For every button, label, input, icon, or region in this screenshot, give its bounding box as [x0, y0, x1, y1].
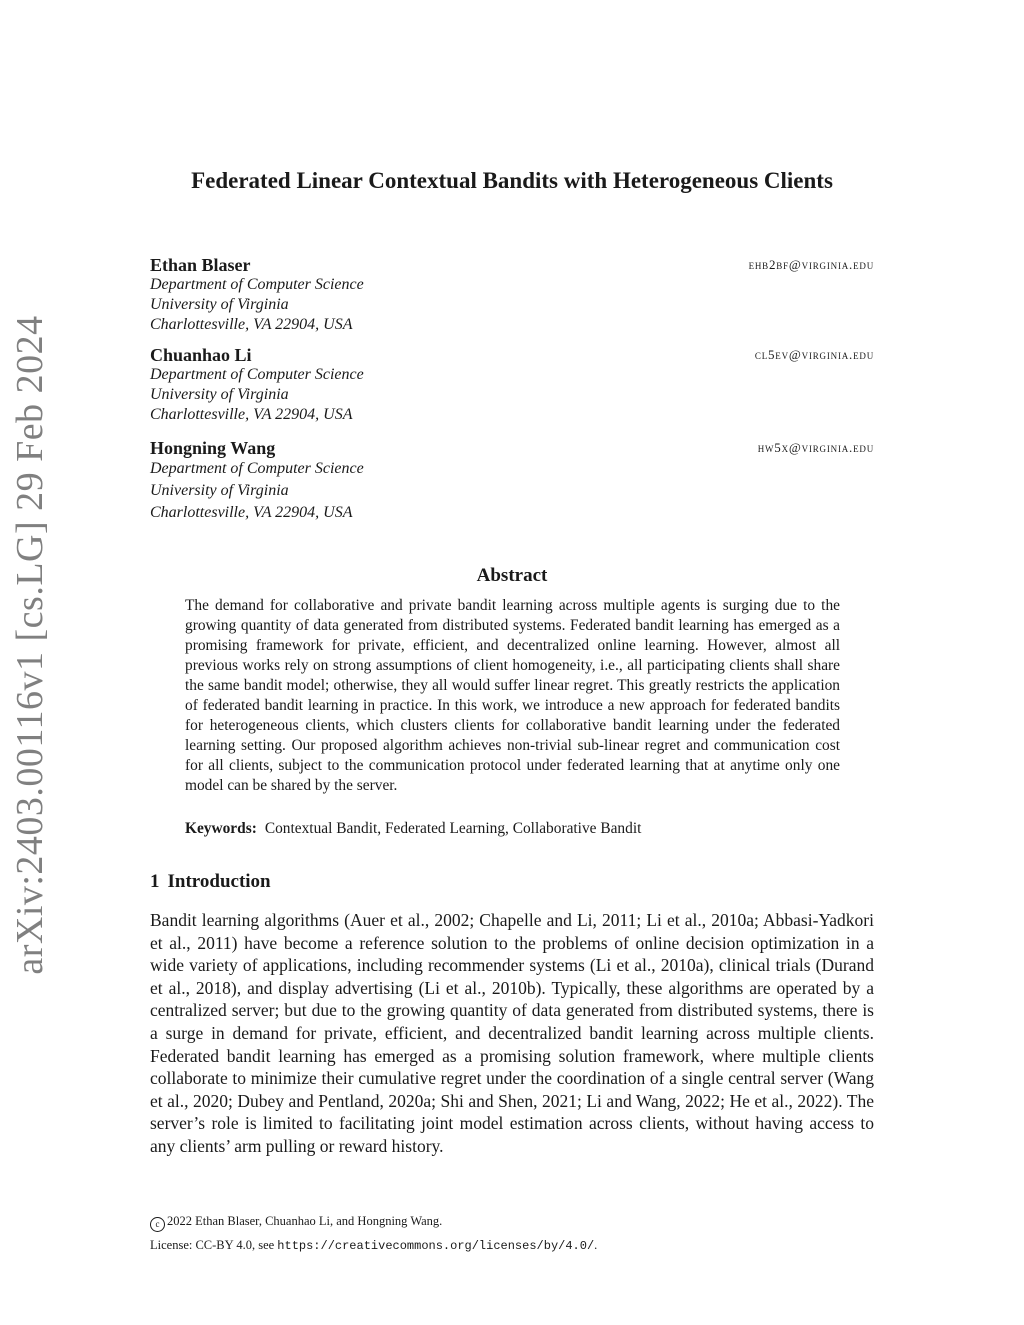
- introduction-text: Bandit learning algorithms (Auer et al., 2002; Chapelle and Li, 2011; Li et al., 2010a; Abbasi-Yadkori et al., 2011) have become a reference solution to the problems of online decision optimization in a wide variety of applications, including recommender systems (Li et al., 2010a), clinical trials (Durand et al., 2018), and display advertising (Li et al., 2010b). Typically, these algorithms are operated by a centralized server; but due to the growing quantity of data generated from distributed systems, there is a surge in demand for private, efficient, and decentralized bandit learning across multiple clients. Federated bandit learning has emerged as a promising solution framework, where multiple clients collaborate to minimize their cumulative regret under the coordination of a single central server (Wang et al., 2020; Dubey and Pentland, 2020a; Shi and Shen, 2021; Li and Wang, 2022; He et al., 2022). The server’s role is limited to facilitating joint model estimation across clients, without having access to any clients’ arm pulling or reward history.: [150, 910, 874, 1156]
- author-department: Department of Computer Science: [150, 460, 364, 477]
- keywords: [185, 820, 840, 838]
- license-link[interactable]: https://creativecommons.org/licenses/by/4.0/: [277, 1239, 595, 1253]
- author-university: University of Virginia: [150, 386, 289, 403]
- author-block: [150, 345, 874, 425]
- author-location: Charlottesville, VA 22904, USA: [150, 316, 353, 333]
- paper-title: Federated Linear Contextual Bandits with Heterogeneous Clients: [191, 168, 833, 193]
- author-department: Department of Computer Science: [150, 276, 364, 293]
- abstract-heading: Abstract: [476, 565, 548, 586]
- author-block: [150, 255, 874, 335]
- author-university: University of Virginia: [150, 482, 289, 499]
- author-name: Ethan Blaser: [150, 255, 251, 275]
- license-line: [150, 1238, 597, 1253]
- author-email[interactable]: hw5x@virginia.edu: [757, 440, 874, 455]
- author-email[interactable]: ehb2bf@virginia.edu: [748, 257, 874, 272]
- section-number: 1: [150, 871, 160, 892]
- author-location: Charlottesville, VA 22904, USA: [150, 504, 353, 521]
- copyright-text: 2022 Ethan Blaser, Chuanhao Li, and Hongning Wang.: [167, 1214, 443, 1228]
- section-heading: [150, 871, 271, 893]
- author-location: Charlottesville, VA 22904, USA: [150, 406, 353, 423]
- author-block: [150, 438, 874, 524]
- author-email[interactable]: cl5ev@virginia.edu: [754, 347, 874, 362]
- copyright-line: [150, 1214, 442, 1232]
- license-suffix: .: [594, 1238, 598, 1252]
- keywords-text: Contextual Bandit, Federated Learning, Collaborative Bandit: [264, 820, 642, 837]
- author-department: Department of Computer Science: [150, 366, 364, 383]
- section-title: Introduction: [167, 871, 271, 892]
- abstract-text: The demand for collaborative and private bandit learning across multiple agents is surging due to the growing quantity of data generated from distributed systems. Federated bandit learning has emerged as a promising framework for private, efficient, and decentralized online learning. However, almost all previous works rely on strong assumptions of client homogeneity, i.e., all participating clients shall share the same bandit model; otherwise, they all would suffer linear regret. This greatly restricts the application of federated bandit learning in practice. In this work, we introduce a new approach for federated bandits for heterogeneous clients, which clusters clients for collaborative bandit learning under the federated learning setting. Our proposed algorithm achieves non-trivial sub-linear regret and communication cost for all clients, subject to the communication protocol under federated learning that at anytime only one model can be shared by the server.: [185, 597, 840, 794]
- author-university: University of Virginia: [150, 296, 289, 313]
- license-prefix: License: CC-BY 4.0, see: [150, 1238, 278, 1252]
- copyright-icon: c: [150, 1217, 165, 1232]
- author-name: Hongning Wang: [150, 438, 276, 458]
- author-name: Chuanhao Li: [150, 345, 252, 365]
- arxiv-identifier: arXiv:2403.00116v1 [cs.LG] 29 Feb 2024: [9, 315, 51, 975]
- keywords-label: Keywords:: [185, 820, 257, 837]
